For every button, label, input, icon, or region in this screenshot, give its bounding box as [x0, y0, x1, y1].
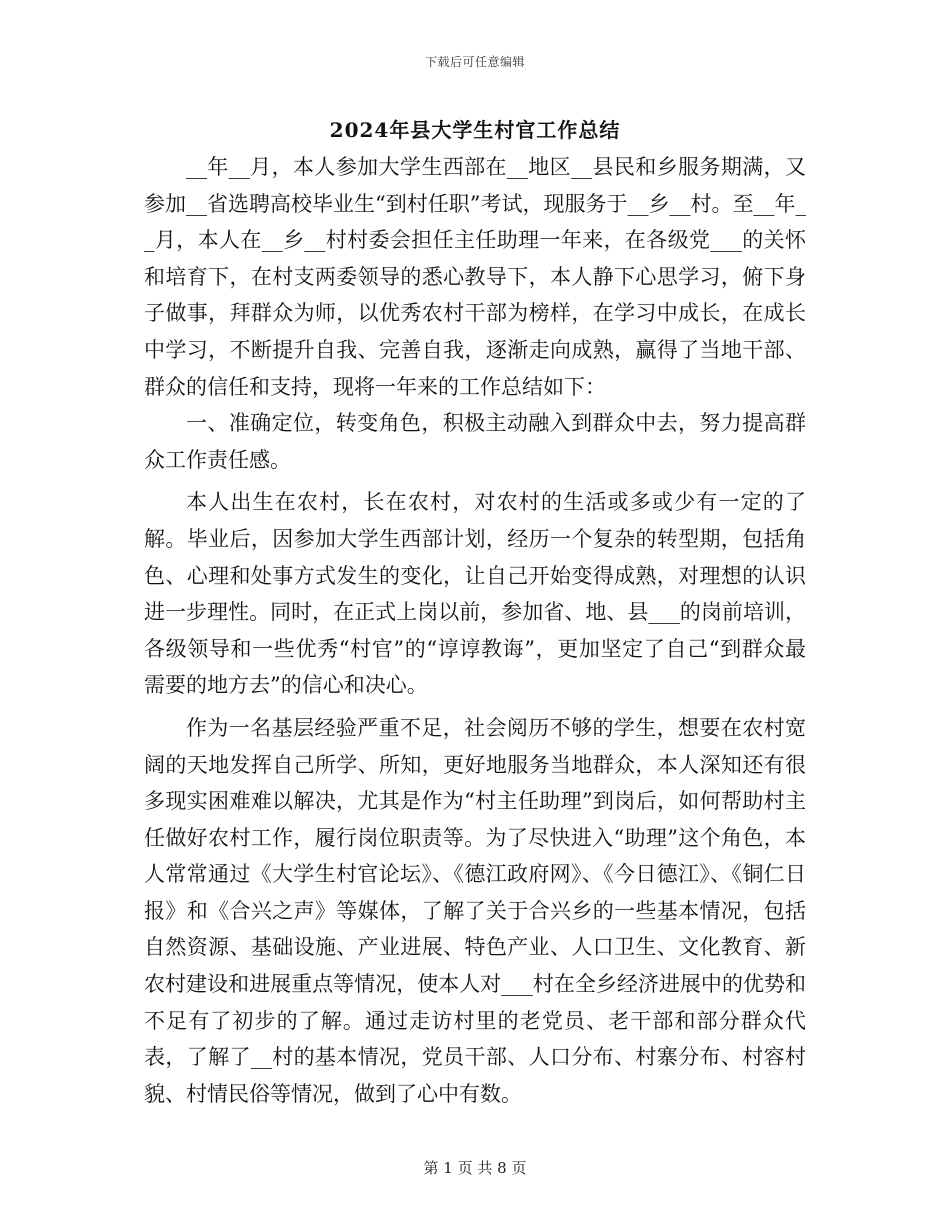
- header-note: 下载后可任意编辑: [424, 55, 525, 69]
- page-indicator: 第 1 页 共 8 页: [423, 1159, 527, 1177]
- document-title: 2024年县大学生村官工作总结: [329, 118, 621, 142]
- document-body: [144, 149, 806, 1112]
- paragraph-section-heading: 一、准确定位，转变角色，积极主动融入到群众中去，努力提高群众工作责任感。: [144, 411, 806, 472]
- paragraph-background: 本人出生在农村，长在农村，对农村的生活或多或少有一定的了解。毕业后，因参加大学生西部计划，经历一个复杂的转型期，包括角色、心理和处事方式发生的变化，让自己开始变得成熟，对理想的认识进一步理性。同时，在正式上岗以前，参加省、地、县___的岗前培训，各级领导和一些优秀“村官”的“谆谆教诲”，更加坚定了自己“到群众最需要的地方去”的信心和决心。: [144, 490, 806, 698]
- paragraph-role-adaptation: 作为一名基层经验严重不足，社会阅历不够的学生，想要在农村宽阔的天地发挥自己所学、所知，更好地服务当地群众，本人深知还有很多现实困难难以解决，尤其是作为“村主任助理”到岗后，如何帮助村主任做好农村工作，履行岗位职责等。为了尽快进入“助理”这个角色，本人常常通过《大学生村官论坛》、《德江政府网》、《今日德江》、《铜仁日报》和《合兴之声》等媒体，了解了关于合兴乡的一些基本情况，包括自然资源、基础设施、产业进展、特色产业、人口卫生、文化教育、新农村建设和进展重点等情况，使本人对___村在全乡经济进展中的优势和不足有了初步的了解。通过走访村里的老党员、老干部和部分群众代表，了解了__村的基本情况，党员干部、人口分布、村寨分布、村容村貌、村情民俗等情况，做到了心中有数。: [144, 715, 806, 1106]
- paragraph-intro: __年__月，本人参加大学生西部在__地区__县民和乡服务期满，又参加__省选聘高校毕业生“到村任职”考试，现服务于__乡__村。至__年__月，本人在__乡__村村委会担任主任助理一年来，在各级党___的关怀和培育下，在村支两委领导的悉心教导下，本人静下心思学习，俯下身子做事，拜群众为师，以优秀农村干部为榜样，在学习中成长，在成长中学习，不断提升自我、完善自我，逐渐走向成熟，赢得了当地干部、群众的信任和支持，现将一年来的工作总结如下：: [144, 155, 806, 399]
